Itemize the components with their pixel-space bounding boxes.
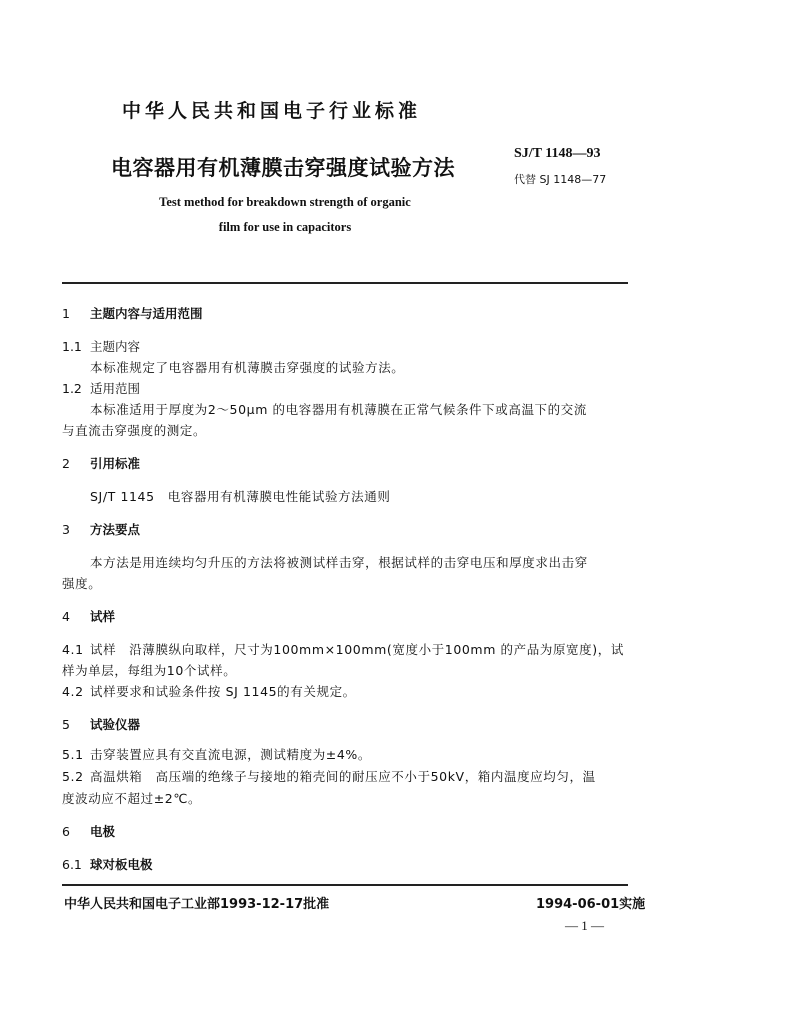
section-title: 方法要点 (90, 522, 141, 537)
section-3-text-line1: 本方法是用连续均匀升压的方法将被测试样击穿，根据试样的击穿电压和厚度求出击穿 (90, 555, 588, 570)
section-number: 1.1 (62, 339, 82, 354)
approval-note: 中华人民共和国电子工业部1993-12-17批准 (64, 897, 330, 912)
section-1-2-heading (62, 379, 140, 397)
section-number: 1.2 (62, 381, 82, 396)
section-4-1-line2: 样为单层，每组为10个试样。 (62, 663, 237, 678)
section-title: 引用标准 (90, 456, 141, 471)
header-divider (62, 282, 628, 284)
section-number: 4 (62, 609, 70, 624)
standard-number: SJ/T 1148—93 (514, 146, 601, 161)
section-1-heading (62, 304, 203, 322)
section-5-heading (62, 715, 140, 733)
document-title-english-line1: Test method for breakdown strength of organic (159, 195, 411, 209)
section-6-heading (62, 822, 115, 840)
document-title-chinese: 电容器用有机薄膜击穿强度试验方法 (111, 156, 455, 180)
section-1-2-text-line1: 本标准适用于厚度为2～50μm 的电容器用有机薄膜在正常气候条件下或高温下的交流 (90, 402, 587, 417)
section-2-heading (62, 454, 140, 472)
footer-divider (62, 884, 628, 886)
issuing-agency: 中华人民共和国电子行业标准 (122, 100, 422, 122)
section-number: 4.1 (62, 642, 84, 657)
section-number: 1 (62, 306, 70, 321)
replaces-standard: 代替 SJ 1148—77 (514, 173, 607, 186)
section-number: 5.2 (62, 769, 84, 784)
document-title-english-line2: film for use in capacitors (218, 220, 352, 234)
section-5-2-line2: 度波动应不超过±2℃。 (62, 791, 202, 806)
section-title: 球对板电极 (90, 857, 153, 872)
section-number: 5.1 (62, 747, 84, 762)
section-4-2 (62, 682, 356, 700)
section-number: 4.2 (62, 684, 84, 699)
section-title: 试验仪器 (90, 717, 141, 732)
section-text: 击穿装置应具有交直流电源，测试精度为±4%。 (90, 747, 372, 762)
section-number: 6 (62, 824, 70, 839)
section-text: 试样要求和试验条件按 SJ 1145的有关规定。 (90, 684, 356, 699)
section-3-text-line2: 强度。 (62, 576, 102, 591)
section-5-1 (62, 745, 371, 763)
referenced-standard: SJ/T 1145 电容器用有机薄膜电性能试验方法通则 (90, 489, 391, 504)
section-title: 适用范围 (90, 381, 141, 396)
section-3-heading (62, 520, 140, 538)
section-title: 电极 (90, 824, 116, 839)
section-6-1-heading (62, 855, 153, 873)
section-4-1-line1 (62, 640, 624, 658)
section-number: 3 (62, 522, 70, 537)
section-1-1-text: 本标准规定了电容器用有机薄膜击穿强度的试验方法。 (90, 360, 405, 375)
section-text: 试样 沿薄膜纵向取样，尺寸为100mm×100mm(宽度小于100mm 的产品为原宽度)，试 (90, 642, 624, 657)
section-number: 5 (62, 717, 70, 732)
section-number: 2 (62, 456, 70, 471)
page-number: — 1 — (565, 918, 604, 933)
section-4-heading (62, 607, 115, 625)
section-1-2-text-line2: 与直流击穿强度的测定。 (62, 423, 207, 438)
section-1-1-heading (62, 337, 140, 355)
section-title: 主题内容与适用范围 (90, 306, 203, 321)
section-5-2-line1 (62, 767, 596, 785)
section-text: 高温烘箱 高压端的绝缘子与接地的箱壳间的耐压应不小于50kV，箱内温度应均匀，温 (90, 769, 596, 784)
implementation-date: 1994-06-01实施 (536, 897, 646, 912)
section-number: 6.1 (62, 857, 82, 872)
section-title: 主题内容 (90, 339, 141, 354)
section-title: 试样 (90, 609, 116, 624)
